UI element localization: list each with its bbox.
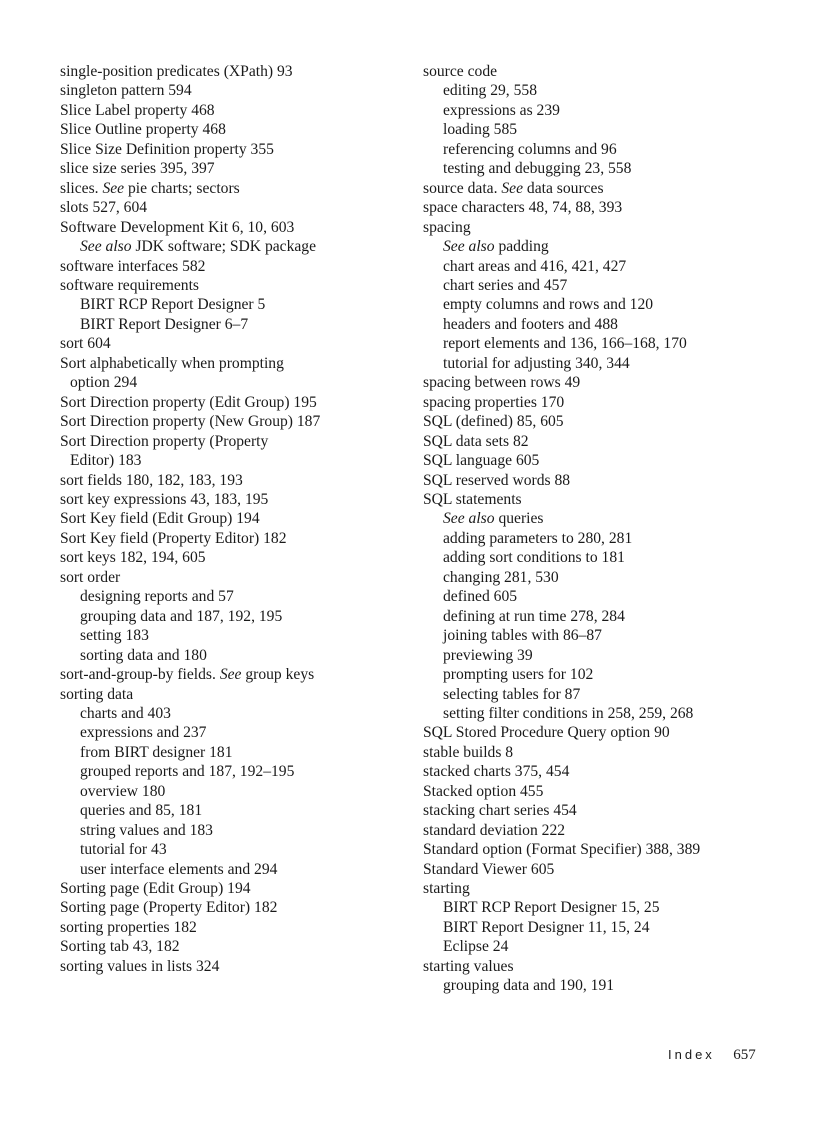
index-entry: single-position predicates (XPath) 93 [60,63,293,80]
index-subentry: headers and footers and 488 [443,315,618,333]
index-subentry: Eclipse 24 [443,938,509,956]
index-subentry: grouped reports and 187, 192–195 [80,763,295,781]
see-target: JDK software; SDK package [131,238,317,256]
index-column-left [60,62,400,976]
index-subentry: editing 29, 558 [443,82,537,100]
index-subentry: changing 281, 530 [443,568,559,586]
index-subentry: BIRT RCP Report Designer 15, 25 [443,899,660,917]
index-entry: Sort Key field (Property Editor) 182 [60,529,287,547]
index-entry: spacing between rows 49 [423,374,581,392]
index-subentry: expressions as 239 [443,101,560,119]
index-entry: sorting data [60,685,134,703]
index-subentry: prompting users for 102 [443,666,594,684]
index-entry [60,179,400,198]
index-entry: sort key expressions 43, 183, 195 [60,490,269,508]
index-subentry: adding parameters to 280, 281 [443,529,633,547]
index-subentry: tutorial for 43 [80,841,167,859]
index-entry: Sorting page (Property Editor) 182 [60,899,278,917]
index-entry: Slice Outline property 468 [60,121,226,139]
see-reference: See also [443,510,495,528]
index-entry: software interfaces 582 [60,257,206,275]
index-entry: stacking chart series 454 [423,802,577,820]
index-entry [423,179,783,198]
entry-text: source data. [423,179,502,197]
see-target: queries [494,510,544,528]
index-subentry: string values and 183 [80,821,213,839]
page-number: 657 [733,1047,756,1063]
index-subentry: report elements and 136, 166–168, 170 [443,335,687,353]
index-subentry: overview 180 [80,782,166,800]
see-target: group keys [241,666,315,684]
index-entry: stable builds 8 [423,743,514,761]
see-reference: See [219,666,242,684]
index-entry: Sort Direction property (Edit Group) 195 [60,393,317,411]
index-entry: Standard Viewer 605 [423,860,555,878]
see-reference: See [501,179,524,197]
index-subentry: tutorial for adjusting 340, 344 [443,354,630,372]
index-subentry: BIRT Report Designer 6–7 [80,315,249,333]
index-entry: Stacked option 455 [423,782,544,800]
footer-section-label: Index [668,1047,715,1062]
index-subentry: from BIRT designer 181 [80,743,233,761]
index-entry: sorting properties 182 [60,918,197,936]
index-entry [60,665,400,684]
index-entry: source code [423,63,498,80]
index-entry: Sort Direction property (New Group) 187 [60,413,321,431]
index-subentry: BIRT Report Designer 11, 15, 24 [443,918,650,936]
index-column-right [423,62,783,996]
entry-text: sort-and-group-by fields. [60,666,220,684]
index-entry: spacing [423,218,471,236]
index-entry: Slice Size Definition property 355 [60,140,274,158]
index-entry: spacing properties 170 [423,393,565,411]
index-subentry [423,237,783,256]
index-entry: SQL language 605 [423,452,540,470]
index-entry: Standard option (Format Specifier) 388, 389 [423,841,701,859]
index-entry: Sort Direction property (Property [60,432,269,450]
index-subentry: chart series and 457 [443,276,568,294]
page-footer [668,1046,756,1064]
index-subentry: loading 585 [443,121,518,139]
see-reference: See also [443,238,495,256]
index-subentry: charts and 403 [80,704,171,722]
index-entry: Sorting page (Edit Group) 194 [60,880,251,898]
index-entry: Sorting tab 43, 182 [60,938,180,956]
index-entry: Sort Key field (Edit Group) 194 [60,510,260,528]
index-subentry: grouping data and 187, 192, 195 [80,607,283,625]
index-entry: sort 604 [60,335,111,353]
index-subentry: testing and debugging 23, 558 [443,160,632,178]
index-entry: sort fields 180, 182, 183, 193 [60,471,243,489]
see-target: padding [494,238,549,256]
index-entry-continuation: Editor) 183 [70,452,142,470]
index-entry: Sort alphabetically when prompting [60,354,284,372]
index-entry: SQL statements [423,490,522,508]
index-subentry: BIRT RCP Report Designer 5 [80,296,266,314]
index-entry: software requirements [60,276,199,294]
index-subentry: queries and 85, 181 [80,802,203,820]
index-subentry: defining at run time 278, 284 [443,607,625,625]
index-subentry: chart areas and 416, 421, 427 [443,257,627,275]
index-subentry: joining tables with 86–87 [443,627,602,645]
index-entry: slice size series 395, 397 [60,160,215,178]
index-subentry: adding sort conditions to 181 [443,549,625,567]
index-entry: sort keys 182, 194, 605 [60,549,206,567]
index-entry: singleton pattern 594 [60,82,192,100]
index-entry: slots 527, 604 [60,199,148,217]
index-subentry [60,237,400,256]
see-reference: See also [80,238,132,256]
see-reference: See [102,179,125,197]
index-entry: starting values [423,957,514,975]
index-entry: SQL reserved words 88 [423,471,571,489]
see-target: pie charts; sectors [124,179,240,197]
index-entry: sort order [60,568,121,586]
index-subentry: user interface elements and 294 [80,860,278,878]
index-subentry: grouping data and 190, 191 [443,977,615,995]
index-subentry: setting 183 [80,627,149,645]
see-target: data sources [523,179,604,197]
index-subentry: expressions and 237 [80,724,207,742]
index-entry: Software Development Kit 6, 10, 603 [60,218,295,236]
index-entry: Slice Label property 468 [60,101,215,119]
index-entry: starting [423,880,470,898]
index-subentry: designing reports and 57 [80,588,234,606]
index-entry: standard deviation 222 [423,821,566,839]
index-subentry: referencing columns and 96 [443,140,617,158]
entry-text: slices. [60,179,103,197]
index-entry: space characters 48, 74, 88, 393 [423,199,623,217]
index-entry: SQL data sets 82 [423,432,529,450]
index-entry: sorting values in lists 324 [60,957,220,975]
index-subentry: sorting data and 180 [80,646,207,664]
index-entry-continuation: option 294 [70,374,138,392]
index-subentry: defined 605 [443,588,518,606]
index-entry: SQL (defined) 85, 605 [423,413,564,431]
index-subentry: setting filter conditions in 258, 259, 268 [443,704,694,722]
index-subentry: empty columns and rows and 120 [443,296,654,314]
index-subentry: selecting tables for 87 [443,685,581,703]
index-subentry: previewing 39 [443,646,533,664]
index-entry: stacked charts 375, 454 [423,763,570,781]
index-subentry [423,509,783,528]
index-entry: SQL Stored Procedure Query option 90 [423,724,670,742]
